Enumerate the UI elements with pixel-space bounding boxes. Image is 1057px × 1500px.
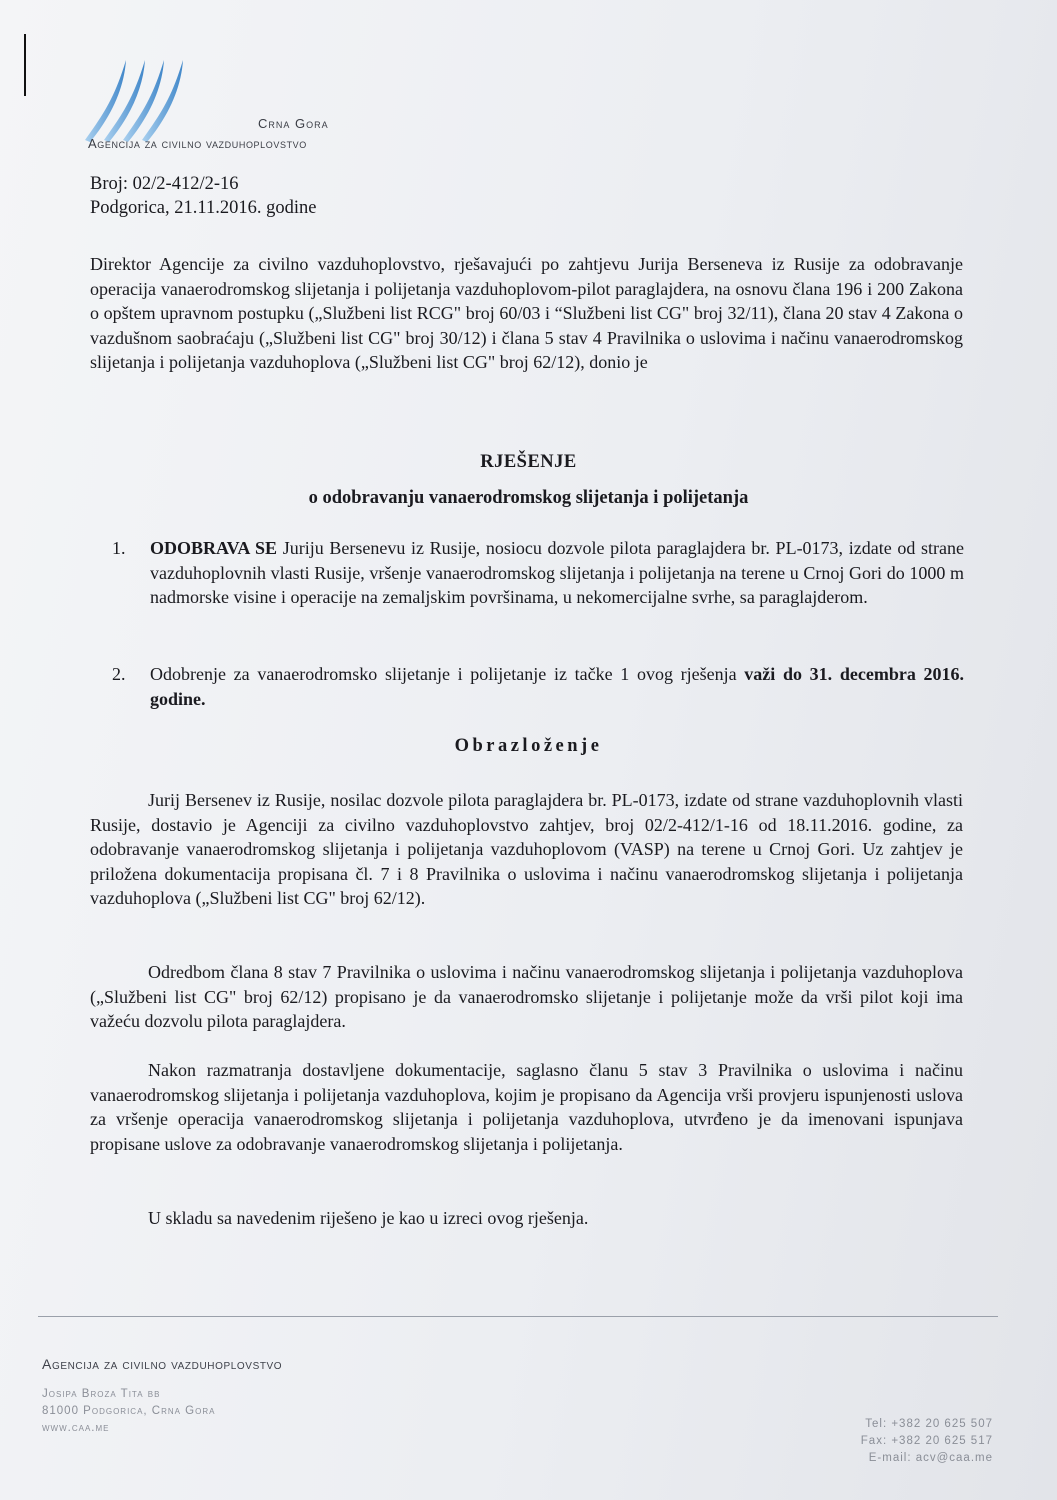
agency-logo-icon xyxy=(80,52,200,144)
validity-date: važi do 31. decembra 2016. godine. xyxy=(150,664,964,709)
footer-website: www.caa.me xyxy=(42,1422,110,1434)
decision-item xyxy=(112,536,964,610)
scan-edge-mark xyxy=(24,34,26,96)
item-body: Juriju Bersenevu iz Rusije, nosiocu dozvole pilota paraglajdera br. PL-0173, izdate od strane vazduhoplovnih vlasti Rusije, vršenje vanaerodromskog slijetanja i polijetanja na terene u Crnoj Gori do 1000 m nadmorske visine i operacije na zemaljskim površinama, u nekomercijalne svrhe, sa paraglajderom. xyxy=(150,538,964,607)
item-number: 1. xyxy=(112,538,126,558)
item-number: 2. xyxy=(112,664,126,684)
decision-item xyxy=(112,662,964,711)
footer-agency-name: Agencija za civilno vazduhoplovstvo xyxy=(42,1356,283,1372)
header-agency-name: Agencija za civilno vazduhoplovstvo xyxy=(88,136,307,151)
footer-email: E-mail: acv@caa.me xyxy=(868,1452,993,1464)
footer-city: 81000 Podgorica, Crna Gora xyxy=(42,1405,216,1417)
reasoning-paragraph: U skladu sa navedenim riješeno je kao u izreci ovog rješenja. xyxy=(148,1208,589,1228)
reasoning-paragraph: Jurij Bersenev iz Rusije, nosilac dozvole pilota paraglajdera br. PL-0173, izdate od strane vazduhoplovnih vlasti Rusije, dostavio je Agenciji za civilno vazduhoplovstvo zahtjev, broj 02/2-412/1-16 od 18.11.2016. godine, za odobravanje vanaerodromskog slijetanja i polijetanja vazduhoplovom (VASP) na terene u Crnoj Gori. Uz zahtjev je priložena dokumentacija propisana čl. 7 i 8 Pravilnika o uslovima i načinu vanaerodromskog slijetanja i polijetanja vazduhoplova („Službeni list CG" broj 62/12). xyxy=(90,790,963,908)
footer-contacts xyxy=(861,1416,993,1467)
place-date: Podgorica, 21.11.2016. godine xyxy=(90,198,317,218)
footer-address xyxy=(42,1386,215,1437)
reasoning-title: Obrazloženje xyxy=(454,736,603,756)
item-text xyxy=(150,662,964,711)
item-text xyxy=(150,536,964,610)
decision-subtitle: o odobravanju vanaerodromskog slijetanja i polijetanja xyxy=(308,488,749,508)
header-country: Crna Gora xyxy=(258,116,329,131)
reasoning-paragraph: Nakon razmatranja dostavljene dokumentacije, saglasno članu 5 stav 3 Pravilnika o uslovima i načinu vanaerodromskog slijetanja i polijetanja vazduhoplova, kojim je propisano da Agencija vrši provjeru ispunjenosti uslova za vršenje operacija vanaerodromskog slijetanja i polijetanja vazduhoplova, utvrđeno je da imenovani ispunjava propisane uslove za odobravanje vanaerodromskog slijetanja i polijetanja. xyxy=(90,1060,963,1154)
footer-divider xyxy=(38,1316,998,1317)
footer-tel: Tel: +382 20 625 507 xyxy=(865,1418,993,1430)
item-lead: ODOBRAVA SE xyxy=(150,538,278,558)
footer-fax: Fax: +382 20 625 517 xyxy=(860,1435,993,1447)
reference-number: Broj: 02/2-412/2-16 xyxy=(90,174,239,194)
reasoning-paragraph: Odredbom člana 8 stav 7 Pravilnika o uslovima i načinu vanaerodromskog slijetanja i polijetanja vazduhoplova („Službeni list CG" broj 62/12) propisano je da vanaerodromsko slijetanje i polijetanje može da vrši pilot koji ima važeću dozvolu pilota paraglajdera. xyxy=(90,962,963,1031)
item-body: Odobrenje za vanaerodromsko slijetanje i polijetanje iz tačke 1 ovog rješenja xyxy=(150,664,745,684)
intro-paragraph: Direktor Agencije za civilno vazduhoplovstvo, rješavajući po zahtjevu Jurija Berseneva iz Rusije za odobravanje operacija vanaerodromskog slijetanja i polijetanja vazduhoplovom-pilot paraglajdera, na osnovu člana 196 i 200 Zakona o opštem upravnom postupku („Službeni list RCG" broj 60/03 i “Službeni list CG" broj 32/11), člana 20 stav 4 Zakona o vazdušnom saobraćaju („Službeni list CG" broj 30/12) i člana 5 stav 4 Pravilnika o uslovima i načinu vanaerodromskog slijetanja i polijetanja vazduhoplova („Službeni list CG" broj 62/12), donio je xyxy=(90,254,963,372)
reference-block xyxy=(90,172,316,220)
decision-title: RJEŠENJE xyxy=(480,452,577,472)
footer-street: Josipa Broza Tita bb xyxy=(42,1388,161,1400)
